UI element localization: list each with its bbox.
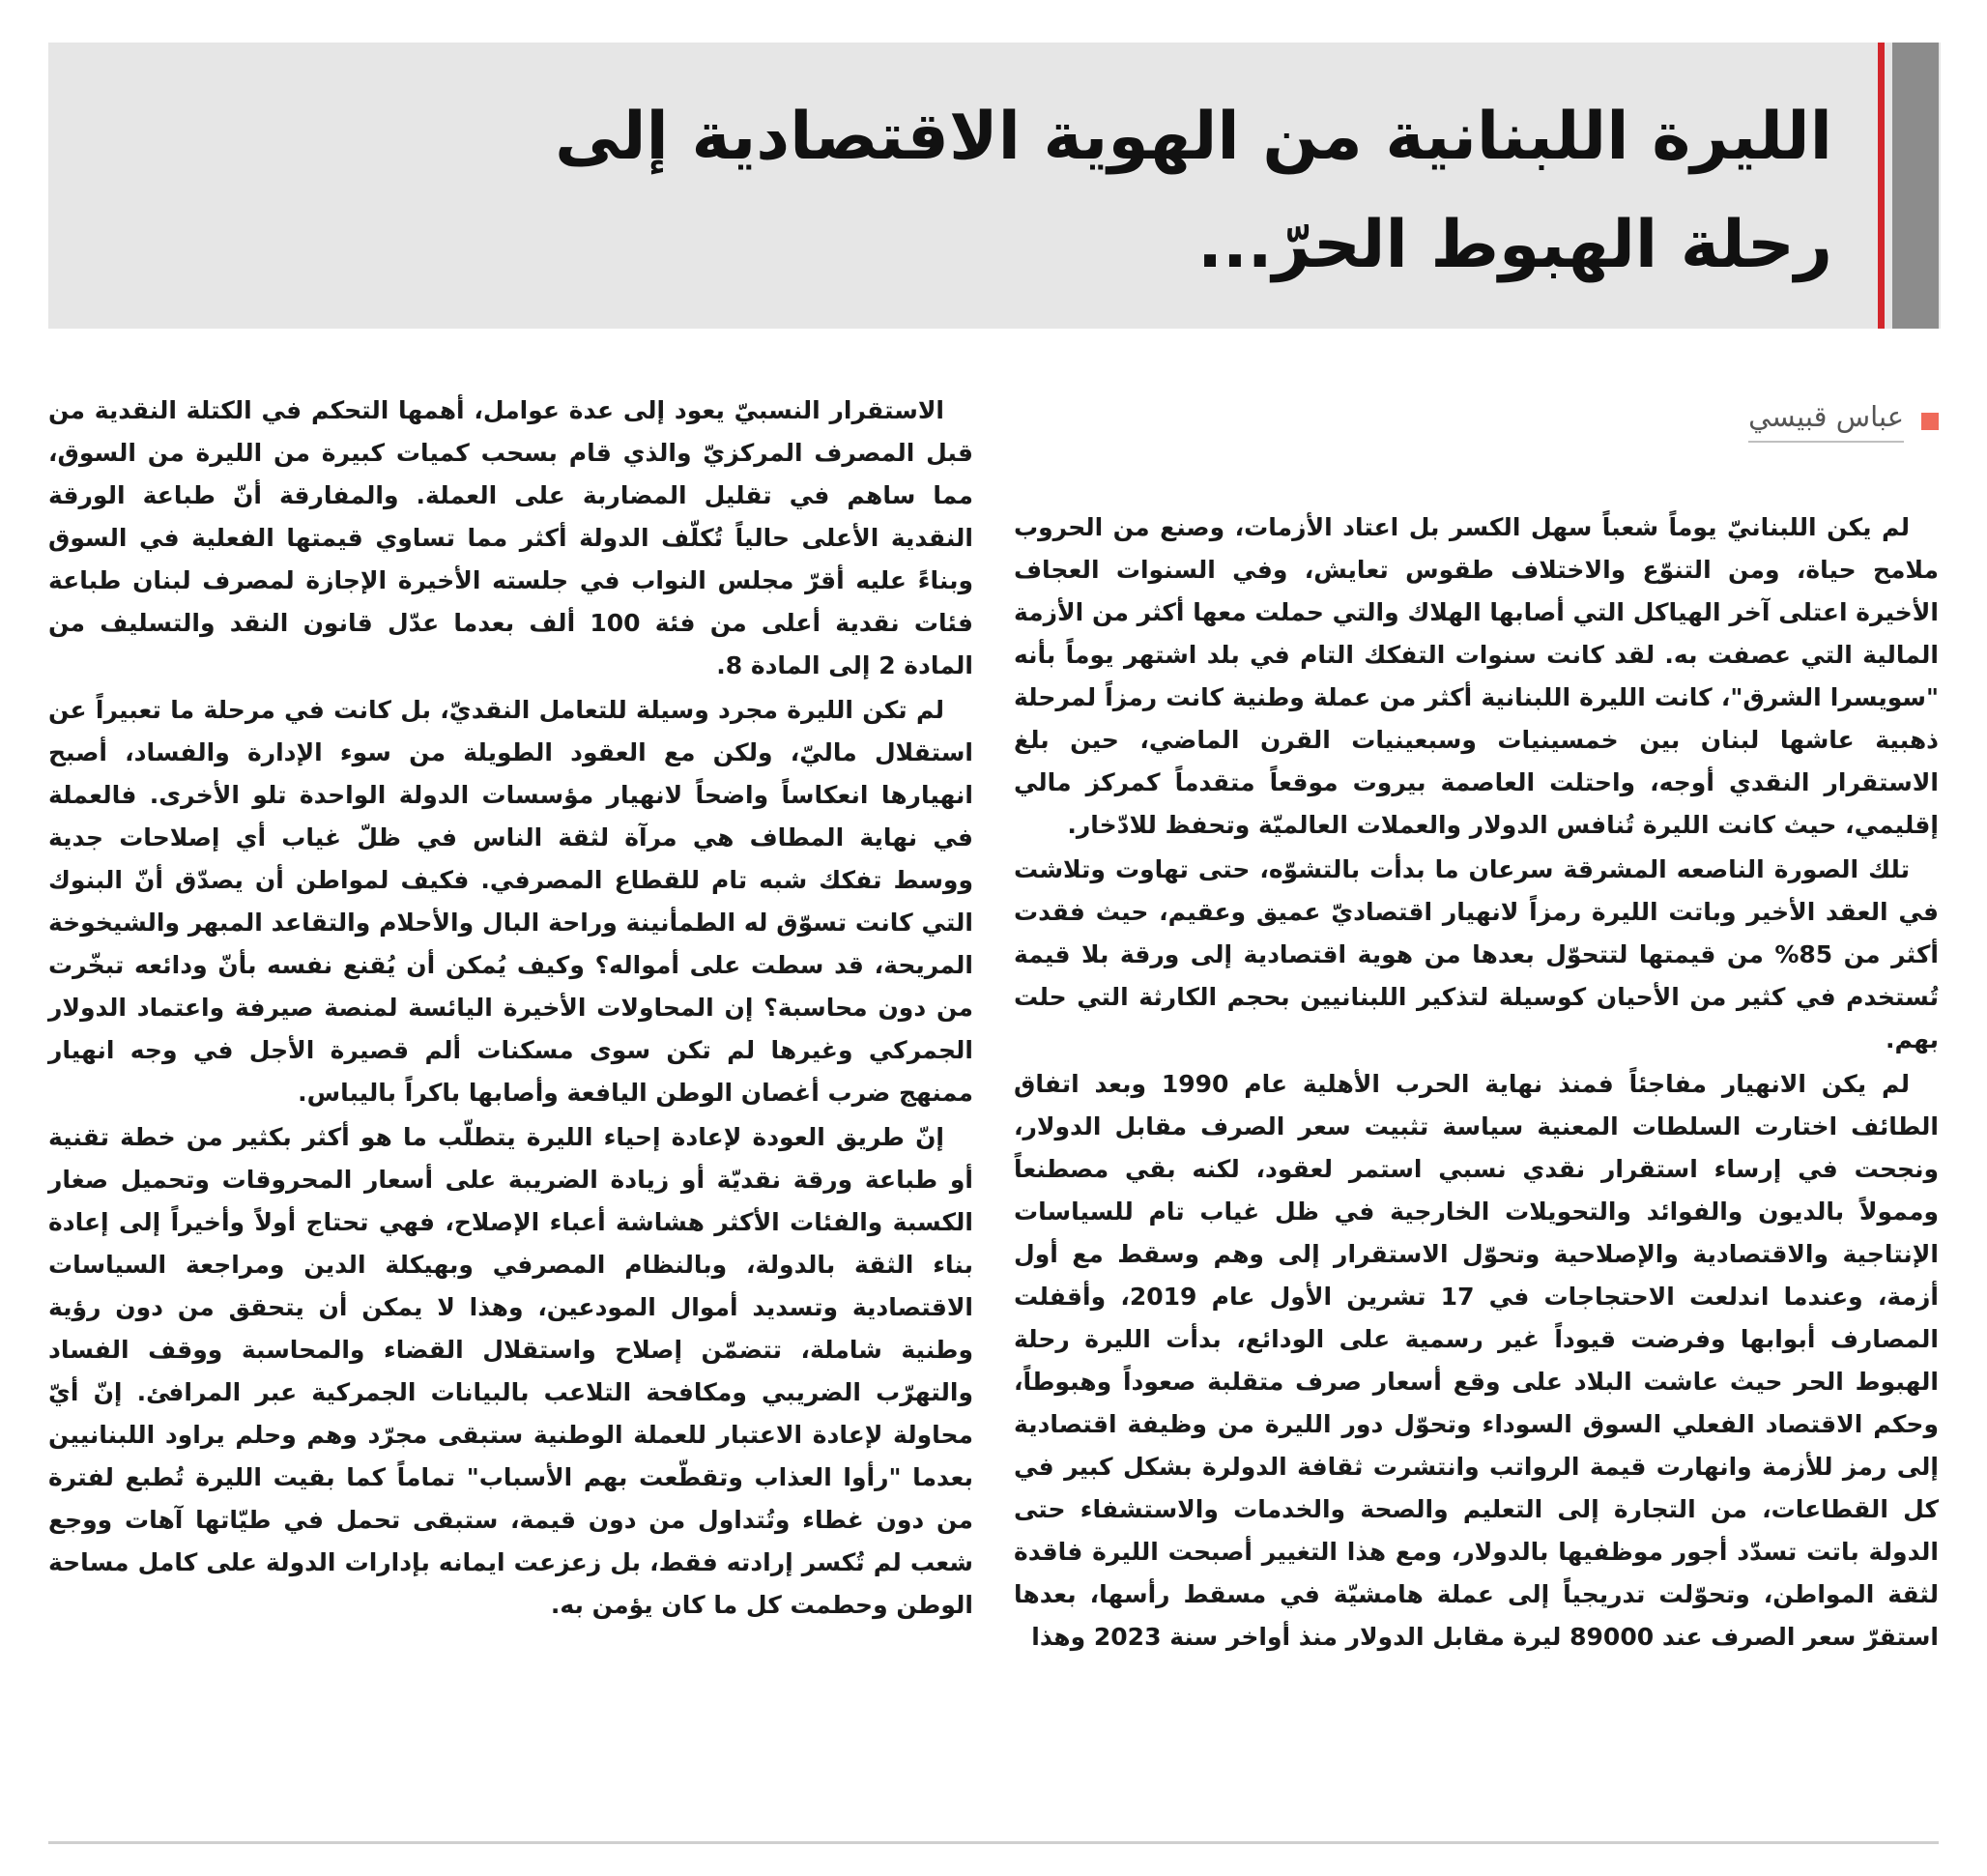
paragraph: إنّ طريق العودة لإعادة إحياء الليرة يتطلّب ما هو أكثر بكثير من خطة تقنية أو طباعة ورقة نقديّة أو زيادة الضريبة على أسعار المحروقات وتحميل صغار الكسبة والفئات الأكثر هشاشة أعباء الإصلاح، فهي تحتاج أولاً وأخيراً إلى إعادة بناء الثقة بالدولة، وبالنظام المصرفي وبهيكلة الدين ومراجعة السياسات الاقتصادية وتسديد أموال المودعين، وهذا لا يمكن أن يتحقق من دون رؤية وطنية شاملة، تتضمّن إصلاح واستقلال القضاء والمحاسبة ووقف الفساد والتهرّب الضريبي ومكافحة التلاعب بالبيانات الجمركية عبر المرافئ. إنّ أيّ محاولة لإعادة الاعتبار للعملة الوطنية ستبقى مجرّد وهم وحلم يراود اللبنانيين بعدما "رأوا العذاب وتقطّعت بهم الأسباب" تماماً كما بقيت الليرة تُطبع لفترة من دون غطاء وتُتداول من دون قيمة، ستبقى تحمل في طيّاتها آهات ووجع شعب لم تُكسر إرادته فقط، بل زعزعت ايمانه بإدارات الدولة على كامل مساحة الوطن وحطمت كل ما كان يؤمن به. (48, 1123, 973, 1619)
article-column-right (1014, 506, 1939, 1660)
author-name: عباس قبيسي (1748, 400, 1904, 443)
article-column-left (48, 390, 973, 1629)
paragraph: لم يكن اللبنانيّ يوماً شعباً سهل الكسر بل اعتاد الأزمات، وصنع من الحروب ملامح حياة، ومن التنوّع والاختلاف طقوس تعايش، وفي السنوات العجاف الأخيرة اعتلى آخر الهياكل التي أصابها الهلاك والتي حملت معها أكثر من الأزمة المالية التي عصفت به. لقد كانت سنوات التفكك التام في بلد اشتهر يوماً بأنه "سويسرا الشرق"، كانت الليرة اللبنانية أكثر من عملة وطنية كانت رمزاً لمرحلة ذهبية عاشها لبنان بين خمسينيات وسبعينيات القرن الماضي، حين بلغ الاستقرار النقدي أوجه، واحتلت العاصمة بيروت موقعاً متقدماً كمركز مالي إقليمي، حيث كانت الليرة تُنافس الدولار والعملات العالميّة وتحفظ للادّخار. (1014, 513, 1939, 839)
article-title: الليرة اللبنانية من الهوية الاقتصادية إلى رحلة الهبوط الحرّ... (555, 99, 1832, 283)
paragraph: لم يكن الانهيار مفاجئاً فمنذ نهاية الحرب الأهلية عام 1990 وبعد اتفاق الطائف اختارت السلطات المعنية سياسة تثبيت سعر الصرف مقابل الدولار، ونجحت في إرساء استقرار نقدي نسبي استمر لعقود، لكنه بقي مصطنعاً وممولاً بالديون والفوائد والتحويلات الخارجية في ظل غياب تام للسياسات الإنتاجية والاقتصادية والإصلاحية وتحوّل الاستقرار إلى وهم وسقط مع أول أزمة، وعندما اندلعت الاحتجاجات في 17 تشرين الأول عام 2019، وأقفلت المصارف أبوابها وفرضت قيوداً غير رسمية على الودائع، بدأت الليرة رحلة الهبوط الحر حيث عاشت البلاد على وقع أسعار صرف متقلبة صعوداً وهبوطاً، وحكم الاقتصاد الفعلي السوق السوداء وتحوّل دور الليرة من وظيفة اقتصادية إلى رمز للأزمة وانهارت قيمة الرواتب وانتشرت ثقافة الدولرة بشكل كبير في كل القطاعات، من التجارة إلى التعليم والصحة والخدمات والاستشفاء حتى الدولة باتت تسدّد أجور موظفيها بالدولار، ومع هذا التغيير أصبحت الليرة فاقدة لثقة المواطن، وتحوّلت تدريجياً إلى عملة هامشيّة في مسقط رأسها، بعدها استقرّ سعر الصرف عند 89000 ليرة مقابل الدولار منذ أواخر سنة 2023 وهذا (1014, 1070, 1940, 1651)
paragraph: لم تكن الليرة مجرد وسيلة للتعامل النقديّ، بل كانت في مرحلة ما تعبيراً عن استقلال ماليّ، ولكن مع العقود الطويلة من سوء الإدارة والفساد، أصبح انهيارها انعكاساً واضحاً لانهيار مؤسسات الدولة الواحدة تلو الأخرى. فالعملة في نهاية المطاف هي مرآة لثقة الناس في ظلّ غياب أي إصلاحات جدية ووسط تفكك شبه تام للقطاع المصرفي. فكيف لمواطن أن يصدّق أنّ البنوك التي كانت تسوّق له الطمأنينة وراحة البال والأحلام والتقاعد المبهر والشيخوخة المريحة، قد سطت على أمواله؟ وكيف يُمكن أن يُقنع نفسه بأنّ ودائعه تبخّرت من دون محاسبة؟ إن المحاولات الأخيرة اليائسة لمنصة صيرفة واعتماد الدولار الجمركي وغيرها لم تكن سوى مسكنات ألم قصيرة الأجل في وجه انهيار ممنهج ضرب أغصان الوطن اليافعة وأصابها باكراً باليباس. (48, 696, 973, 1107)
page-bottom-divider (48, 1841, 1939, 1844)
author-marker-icon (1921, 413, 1939, 430)
headline-grey-stripe (1892, 43, 1939, 329)
headline-red-stripe (1878, 43, 1885, 329)
paragraph: تلك الصورة الناصعه المشرقة سرعان ما بدأت بالتشوّه، حتى تهاوت وتلاشت في العقد الأخير وباتت الليرة رمزاً لانهيار اقتصاديّ عميق وعقيم، حيث فقدت أكثر من 85% من قيمتها لتتحوّل بعدها من هوية اقتصادية إلى ورقة بلا قيمة تُستخدم في كثير من الأحيان كوسيلة لتذكير اللبنانيين بحجم الكارثة التي حلت بهم. (1014, 855, 1939, 1053)
paragraph: الاستقرار النسبيّ يعود إلى عدة عوامل، أهمها التحكم في الكتلة النقدية من قبل المصرف المركزيّ والذي قام بسحب كميات كبيرة من الليرة من السوق، مما ساهم في تقليل المضاربة على العملة. والمفارقة أنّ طباعة الورقة النقدية الأعلى حالياً تُكلّف الدولة أكثر مما تساوي قيمتها الفعلية في السوق وبناءً عليه أقرّ مجلس النواب في جلسته الأخيرة الإجازة لمصرف لبنان طباعة فئات نقدية أعلى من فئة 100 ألف بعدما عدّل قانون النقد والتسليف من المادة 2 إلى المادة 8. (48, 396, 973, 679)
byline (1748, 400, 1939, 443)
